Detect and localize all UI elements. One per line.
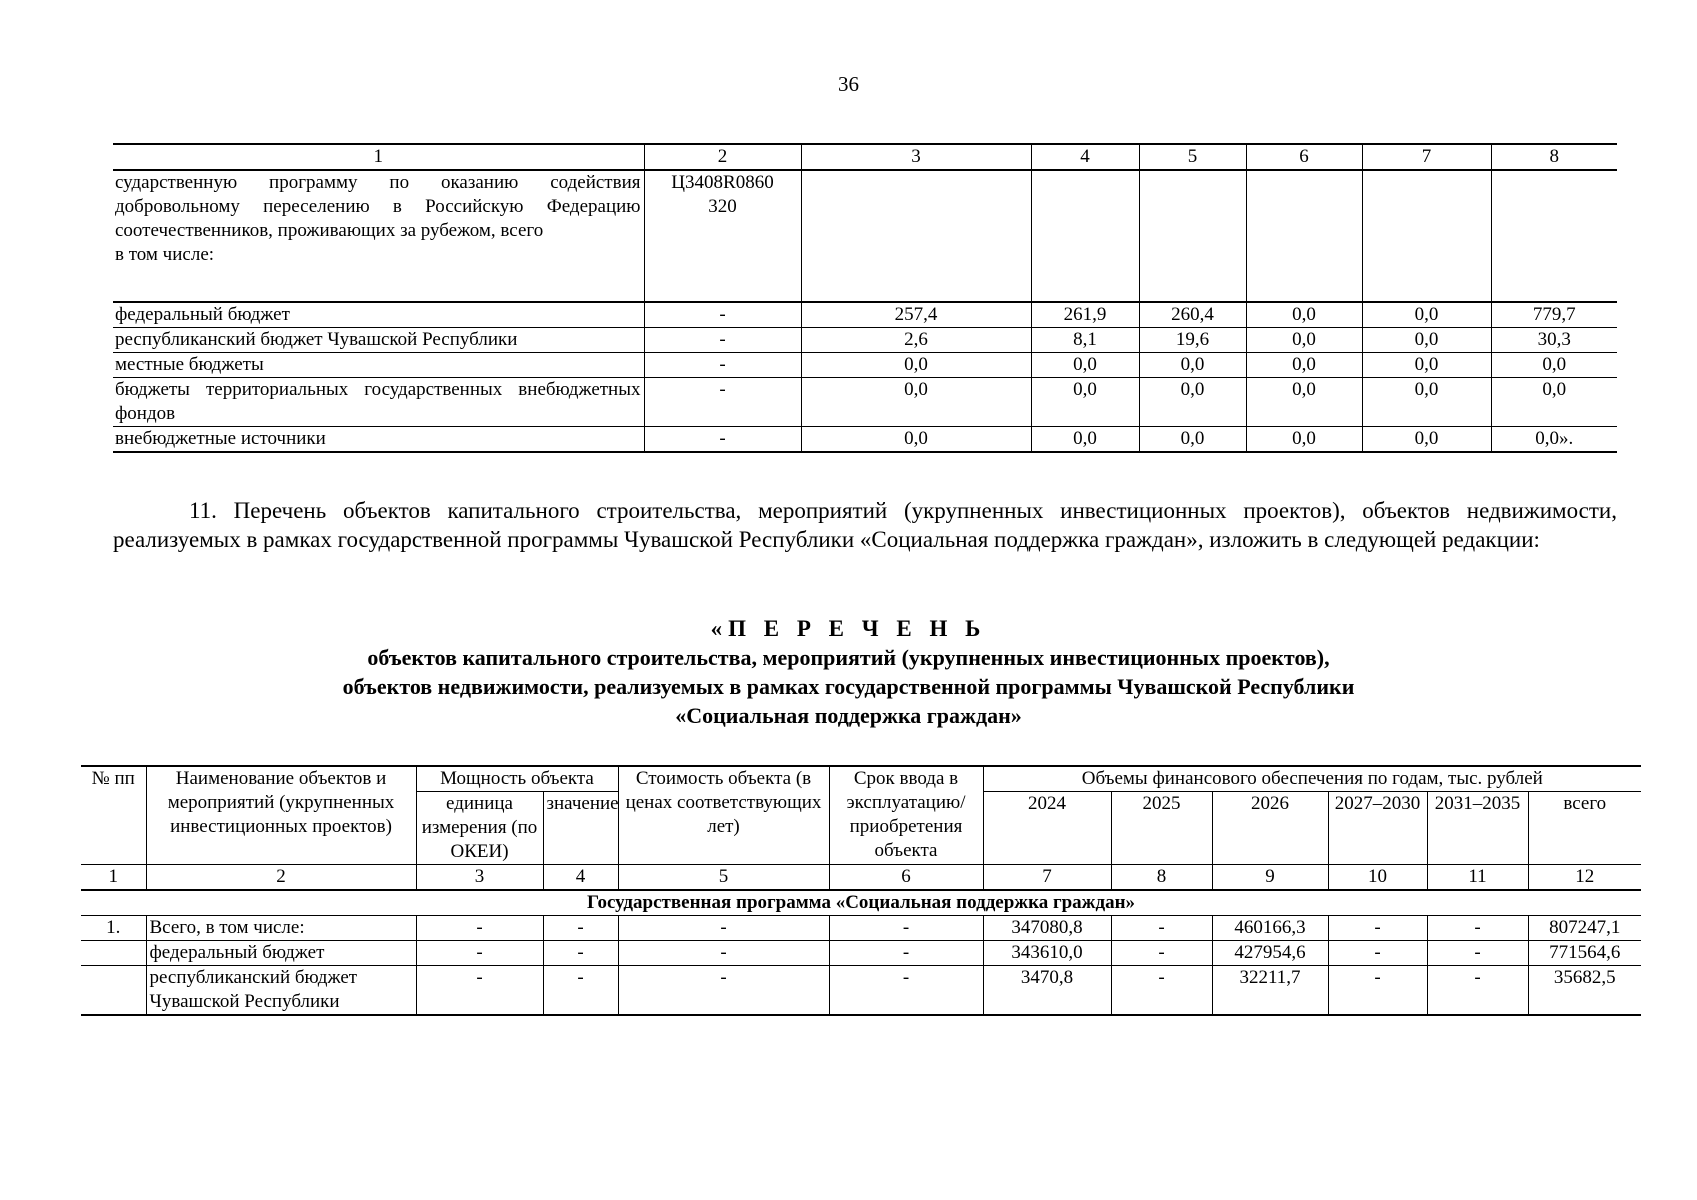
header-funding: Объемы финансового обеспечения по годам, тыс. рублей [983,766,1641,792]
column-number: 7 [1362,144,1491,170]
capital-objects-table [81,765,1641,1016]
cell-value: 261,9 [1031,302,1139,328]
column-number-row [81,865,1641,891]
row-code: - [644,378,801,427]
row-code: - [644,302,801,328]
cell-value: 0,0 [801,378,1031,427]
cell-value: - [543,966,618,1016]
cell-value: - [1427,916,1528,941]
header-total: всего [1528,792,1641,865]
column-number: 7 [983,865,1111,891]
cell-value: 0,0 [1362,302,1491,328]
cell-value: - [829,941,983,966]
row-code: - [644,328,801,353]
header-term: Срок ввода в эксплуатацию/приобретения объекта [829,766,983,865]
row-number: 1. [81,916,146,941]
table-row [113,427,1617,453]
cell-value: - [1427,966,1528,1016]
table-row [113,328,1617,353]
cell-value: - [1427,941,1528,966]
row-name: федеральный бюджет [146,941,416,966]
column-number: 5 [1139,144,1246,170]
cell-value: - [829,966,983,1016]
column-number: 3 [801,144,1031,170]
cell-value: 0,0 [1491,353,1617,378]
cell-value: 32211,7 [1212,966,1328,1016]
page-number: 36 [838,72,859,96]
row-label: республиканский бюджет Чувашской Республики [113,328,644,353]
header-number: № пп [81,766,146,865]
cell-value: - [618,916,829,941]
title-line: объектов недвижимости, реализуемых в рамках государственной программы Чувашской Республики [342,674,1355,699]
header-year: 2031–2035 [1427,792,1528,865]
cell-value: 0,0 [1362,427,1491,453]
column-number: 10 [1328,865,1427,891]
row-number [81,966,146,1016]
header-unit: единица измерения (по ОКЕИ) [416,792,543,865]
column-number: 11 [1427,865,1528,891]
section-title: Государственная программа «Социальная поддержка граждан» [81,890,1641,916]
cell-value: - [1328,916,1427,941]
table-row [81,916,1641,941]
row-label: бюджеты территориальных государственных внебюджетных фондов [113,378,644,427]
row-code: - [644,427,801,453]
program-description: сударственную программу по оказанию содействия добровольному переселению в Российскую Федерацию соотечественников, проживающих за рубежом, всего [115,172,641,241]
cell-value: - [618,941,829,966]
continuation-table [113,143,1617,453]
column-number: 6 [829,865,983,891]
cell-value: - [416,941,543,966]
table-row [113,353,1617,378]
cell-value: 0,0 [1031,353,1139,378]
cell-value: 0,0 [1246,378,1362,427]
cell-value: 0,0 [1362,328,1491,353]
cell-value: 0,0 [1491,378,1617,427]
section-row [81,890,1641,916]
row-name: республиканский бюджет Чувашской Республики [146,966,416,1016]
cell-value: 257,4 [801,302,1031,328]
cell-value: 779,7 [1491,302,1617,328]
cell-value: 0,0 [1031,378,1139,427]
column-number: 2 [146,865,416,891]
header-year: 2026 [1212,792,1328,865]
row-number [81,941,146,966]
title-heading: «П Е Р Е Ч Е Н Ь [710,616,987,641]
cell-value: 8,1 [1031,328,1139,353]
table-row [113,170,1617,302]
column-number: 9 [1212,865,1328,891]
cell-value: - [1111,966,1212,1016]
cell-value: - [543,916,618,941]
cell-value: 347080,8 [983,916,1111,941]
column-number: 2 [644,144,801,170]
cell-value: 0,0». [1491,427,1617,453]
column-number: 8 [1491,144,1617,170]
cell-value: 807247,1 [1528,916,1641,941]
column-number: 3 [416,865,543,891]
cell-value: 0,0 [1246,427,1362,453]
title-line: объектов капитального строительства, мероприятий (укрупненных инвестиционных проектов), [367,645,1330,670]
cell-value: - [1328,966,1427,1016]
header-year: 2024 [983,792,1111,865]
row-label: местные бюджеты [113,353,644,378]
cell-value: 19,6 [1139,328,1246,353]
list-title [0,614,1697,730]
budget-code-suffix: 320 [708,196,737,217]
cell-value: 0,0 [1246,353,1362,378]
cell-value: 3470,8 [983,966,1111,1016]
header-name: Наименование объектов и мероприятий (укрупненных инвестиционных проектов) [146,766,416,865]
cell-value: 30,3 [1491,328,1617,353]
cell-value: - [1111,941,1212,966]
budget-code-cell [644,170,801,302]
cell-value: - [543,941,618,966]
cell-value: 0,0 [1139,353,1246,378]
header-cost: Стоимость объекта (в ценах соответствующих лет) [618,766,829,865]
cell-value: 427954,6 [1212,941,1328,966]
cell-value: 2,6 [801,328,1031,353]
column-number: 4 [1031,144,1139,170]
cell-value: 0,0 [801,353,1031,378]
row-code: - [644,353,801,378]
cell-value: 460166,3 [1212,916,1328,941]
cell-value: 771564,6 [1528,941,1641,966]
column-number: 12 [1528,865,1641,891]
header-year: 2025 [1111,792,1212,865]
table-row [81,941,1641,966]
cell-value: 260,4 [1139,302,1246,328]
cell-value: 0,0 [1139,378,1246,427]
cell-value: - [1328,941,1427,966]
header-year: 2027–2030 [1328,792,1427,865]
cell-value: - [829,916,983,941]
column-number: 1 [113,144,644,170]
row-label: федеральный бюджет [113,302,644,328]
column-number: 6 [1246,144,1362,170]
table-row [81,966,1641,1016]
cell-value: 0,0 [1362,353,1491,378]
row-name: Всего, в том числе: [146,916,416,941]
column-number: 8 [1111,865,1212,891]
amendment-paragraph: 11. Перечень объектов капитального строительства, мероприятий (укрупненных инвестиционных проектов), объектов недвижимости, реализуемых в рамках государственной программы Чувашской Республики «Социальная поддержка граждан», изложить в следующей редакции: [113,498,1617,552]
program-subnote: в том числе: [115,244,215,265]
cell-value: 0,0 [1139,427,1246,453]
column-number: 1 [81,865,146,891]
cell-value: - [618,966,829,1016]
header-capacity: Мощность объекта [416,766,618,792]
cell-value: - [1111,916,1212,941]
cell-value: 0,0 [1246,328,1362,353]
header-row [81,766,1641,792]
title-line: «Социальная поддержка граждан» [675,703,1022,728]
cell-value: 0,0 [1246,302,1362,328]
table-row [113,378,1617,427]
column-number-row [113,144,1617,170]
cell-value: 35682,5 [1528,966,1641,1016]
column-number: 4 [543,865,618,891]
cell-value: 0,0 [1362,378,1491,427]
table-row [113,302,1617,328]
program-description-cell [113,170,644,302]
cell-value: 0,0 [1031,427,1139,453]
row-label: внебюджетные источники [113,427,644,453]
cell-value: - [416,916,543,941]
header-value: значение [543,792,618,865]
column-number: 5 [618,865,829,891]
cell-value: - [416,966,543,1016]
cell-value: 343610,0 [983,941,1111,966]
budget-code: Ц3408R0860 [671,172,774,193]
cell-value: 0,0 [801,427,1031,453]
